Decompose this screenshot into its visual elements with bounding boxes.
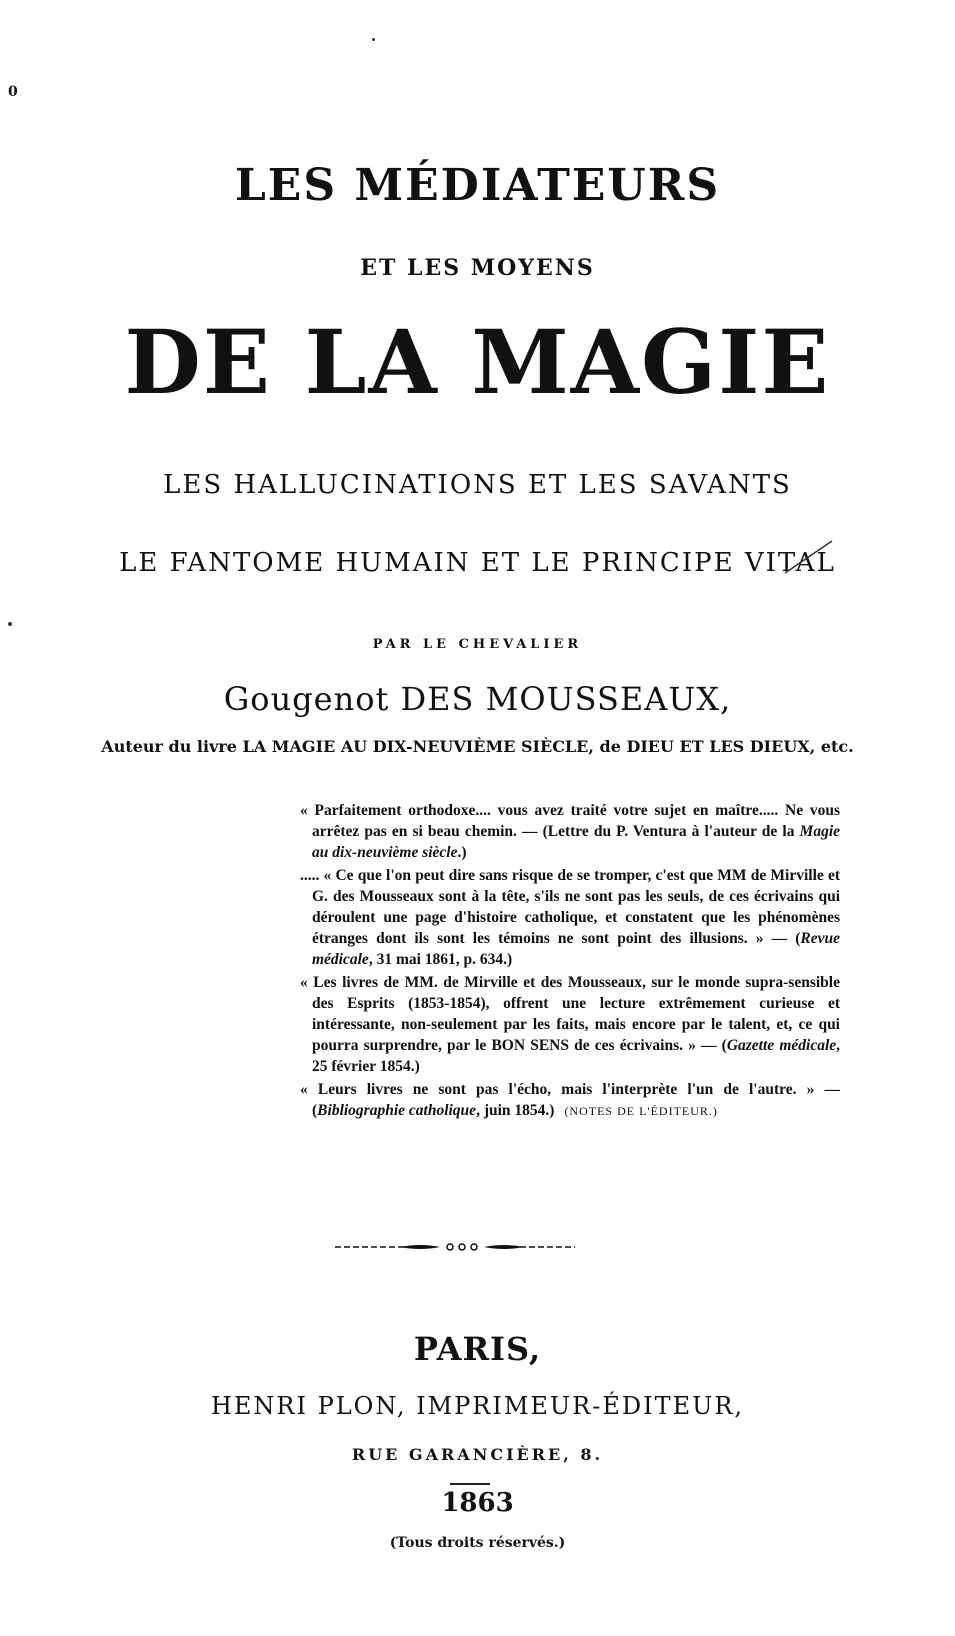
testimonial-quotes: [300, 800, 840, 1124]
corner-mark: 0: [8, 84, 18, 100]
quote-source: Gazette médicale: [726, 1037, 837, 1054]
author-name: Gougenot DES MOUSSEAUX,: [223, 680, 732, 718]
quote: ..... « Ce que l'on peut dire sans risque de se tromper, c'est que MM de Mirville et G. des Mousseaux sont à la tête, s'ils ne sont pas les seuls, de ces écrivains qui déroulent une page d'histoire catholique, et constatent que les phénomènes étranges dont ils sont les témoins ne sont point des illusions. » — (Revue médicale, 31 mai 1861, p. 634.): [300, 867, 840, 968]
imprint-city: PARIS,: [413, 1330, 542, 1368]
quote: « Les livres de MM. de Mirville et des Mousseaux, sur le monde supra-sensible des Esprits (1853-1854), offrent une lecture extrêmement curieuse et intéressante, non-seulement par les faits, mais encore par le talent, et, ce qui pourra surprendre, par le BON SENS de ces écrivains. » — (Gazette médicale, 25 février 1854.): [300, 974, 841, 1075]
byline: PAR LE CHEVALIER: [372, 637, 583, 652]
quote-source: Magie au dix-neuvième siècle: [312, 823, 840, 861]
editor-note: (NOTES DE L'ÉDITEUR.): [564, 1104, 718, 1118]
pen-stroke-mark: [780, 525, 850, 580]
subtitle-line-1: LES HALLUCINATIONS ET LES SAVANTS: [163, 470, 792, 500]
rights-notice: (Tous droits réservés.): [389, 1535, 566, 1551]
author-works: Auteur du livre LA MAGIE AU DIX-NEUVIÈME SIÈCLE, de DIEU ET LES DIEUX, etc.: [101, 737, 854, 756]
ornament-divider: [0, 1240, 955, 1254]
imprint-year: 1863: [441, 1488, 514, 1518]
speck: [8, 622, 12, 626]
title-line-1: LES MÉDIATEURS: [234, 160, 721, 211]
subtitle-line-2: LE FANTOME HUMAIN ET LE PRINCIPE VITAL: [119, 548, 836, 578]
quote-source: Revue médicale: [312, 930, 840, 968]
quote: « Leurs livres ne sont pas l'écho, mais l'interprète l'un de l'autre. » — (Bibliographie catholique, juin 1854.) (NOTES DE L'ÉDITEUR.): [300, 1081, 840, 1119]
speck: [372, 38, 375, 41]
quote: « Parfaitement orthodoxe.... vous avez traité votre sujet en maître..... Ne vous arrêtez pas en si beau chemin. — (Lettre du P. Ventura à l'auteur de la Magie au dix-neuvième siècle.): [300, 802, 840, 861]
title-line-3: DE LA MAGIE: [124, 310, 831, 414]
quote-source: Bibliographie catholique: [317, 1102, 477, 1119]
short-rule: [450, 1483, 490, 1485]
imprint-street: RUE GARANCIÈRE, 8.: [351, 1445, 604, 1464]
imprint-publisher: HENRI PLON, IMPRIMEUR-ÉDITEUR,: [210, 1392, 745, 1420]
title-line-2: ET LES MOYENS: [360, 255, 595, 281]
